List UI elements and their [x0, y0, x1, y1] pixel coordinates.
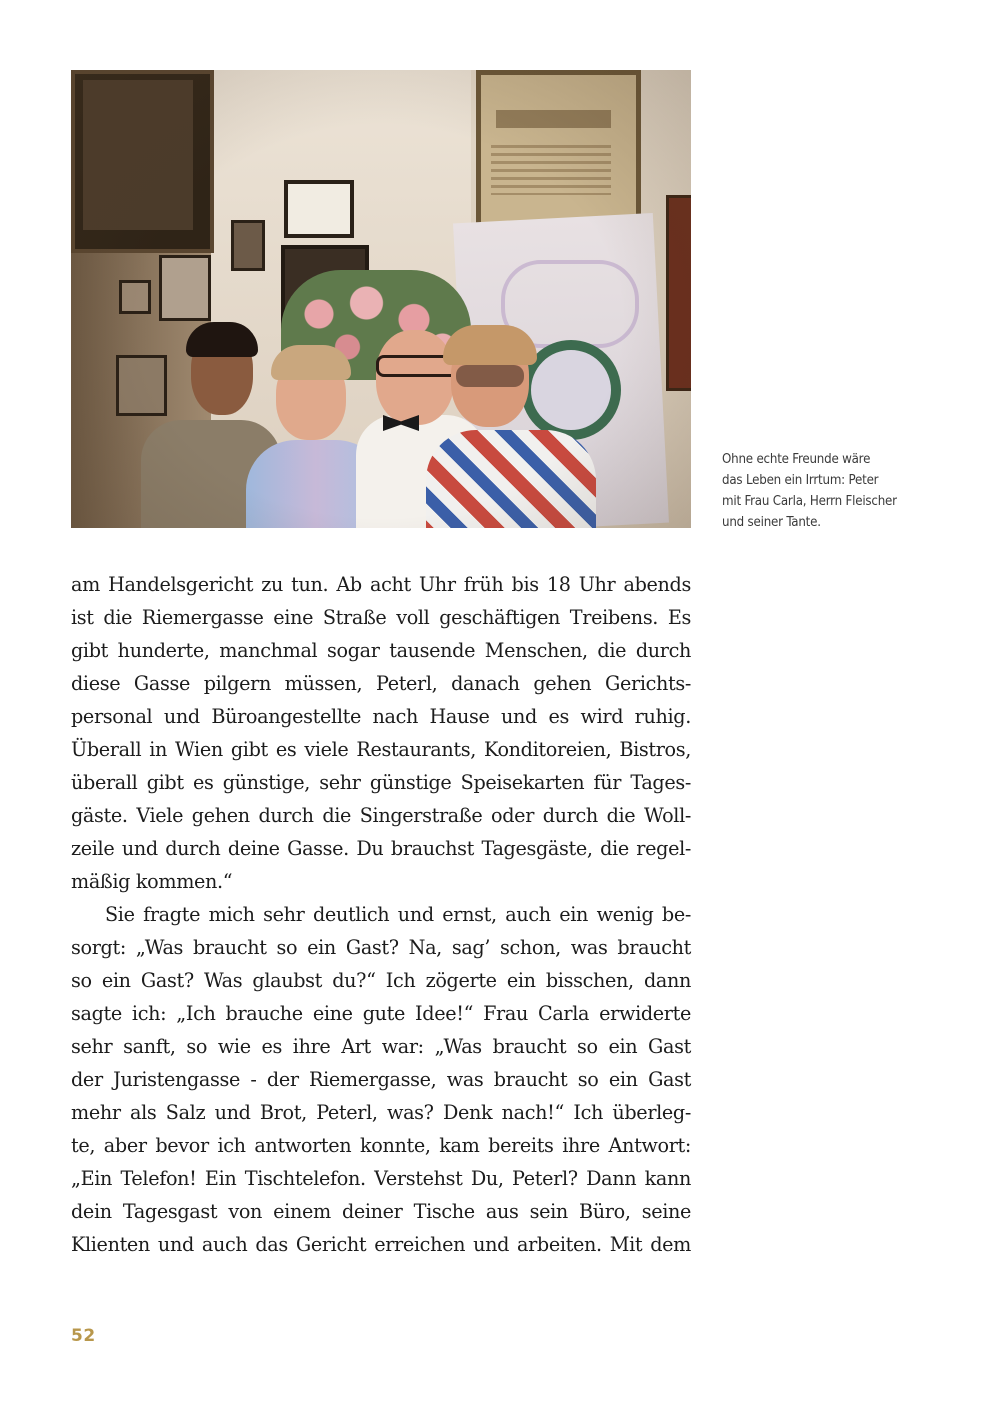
text-line: am Handelsgericht zu tun. Ab acht Uhr früh bis 18 Uhr abends — [71, 573, 691, 596]
text-line: ist die Riemergasse eine Straße voll geschäftigen Treibens. Es — [71, 606, 691, 629]
page-number: 52 — [71, 1326, 96, 1346]
text-line: Klienten und auch das Gericht erreichen und arbeiten. Mit dem — [71, 1233, 691, 1256]
text-line: sehr sanft, so wie es ihre Art war: „Was braucht so ein Gast — [71, 1035, 691, 1058]
text-line: gibt hunderte, manchmal sogar tausende Menschen, die durch — [71, 639, 691, 662]
text-line: mäßig kommen.“ — [71, 870, 233, 893]
text-line: Überall in Wien gibt es viele Restaurants, Konditoreien, Bistros, — [71, 738, 691, 761]
text-line: personal und Büroangestellte nach Hause und es wird ruhig. — [71, 705, 691, 728]
text-line: te, aber bevor ich antworten konnte, kam bereits ihre Antwort: — [71, 1134, 691, 1157]
photo-caption — [722, 449, 952, 533]
text-line: zeile und durch deine Gasse. Du brauchst Tagesgäste, die regel- — [71, 837, 691, 860]
caption-line: das Leben ein Irrtum: Peter — [722, 473, 879, 488]
group-photo — [71, 70, 691, 528]
text-line: gäste. Viele gehen durch die Singerstraße oder durch die Woll- — [71, 804, 691, 827]
caption-line: und seiner Tante. — [722, 515, 821, 530]
text-line: sagte ich: „Ich brauche eine gute Idee!“ Frau Carla erwiderte — [71, 1002, 691, 1025]
caption-line: Ohne echte Freunde wäre — [722, 452, 871, 467]
caption-line: mit Frau Carla, Herrn Fleischer — [722, 494, 897, 509]
photo-vignette — [71, 70, 691, 528]
text-line: sorgt: „Was braucht so ein Gast? Na, sag’ schon, was braucht — [71, 936, 691, 959]
text-line: so ein Gast? Was glaubst du?“ Ich zögerte ein bisschen, dann — [71, 969, 691, 992]
text-line: „Ein Telefon! Ein Tischtelefon. Verstehst Du, Peterl? Dann kann — [71, 1167, 691, 1190]
text-line: mehr als Salz und Brot, Peterl, was? Denk nach!“ Ich überleg- — [71, 1101, 691, 1124]
text-line: dein Tagesgast von einem deiner Tische aus sein Büro, seine — [71, 1200, 691, 1223]
text-line: diese Gasse pilgern müssen, Peterl, danach gehen Gerichts- — [71, 672, 691, 695]
text-line: überall gibt es günstige, sehr günstige Speisekarten für Tages- — [71, 771, 691, 794]
text-line: der Juristengasse - der Riemergasse, was braucht so ein Gast — [71, 1068, 691, 1091]
body-text — [71, 568, 691, 1261]
text-line: Sie fragte mich sehr deutlich und ernst, auch ein wenig be- — [105, 903, 691, 926]
